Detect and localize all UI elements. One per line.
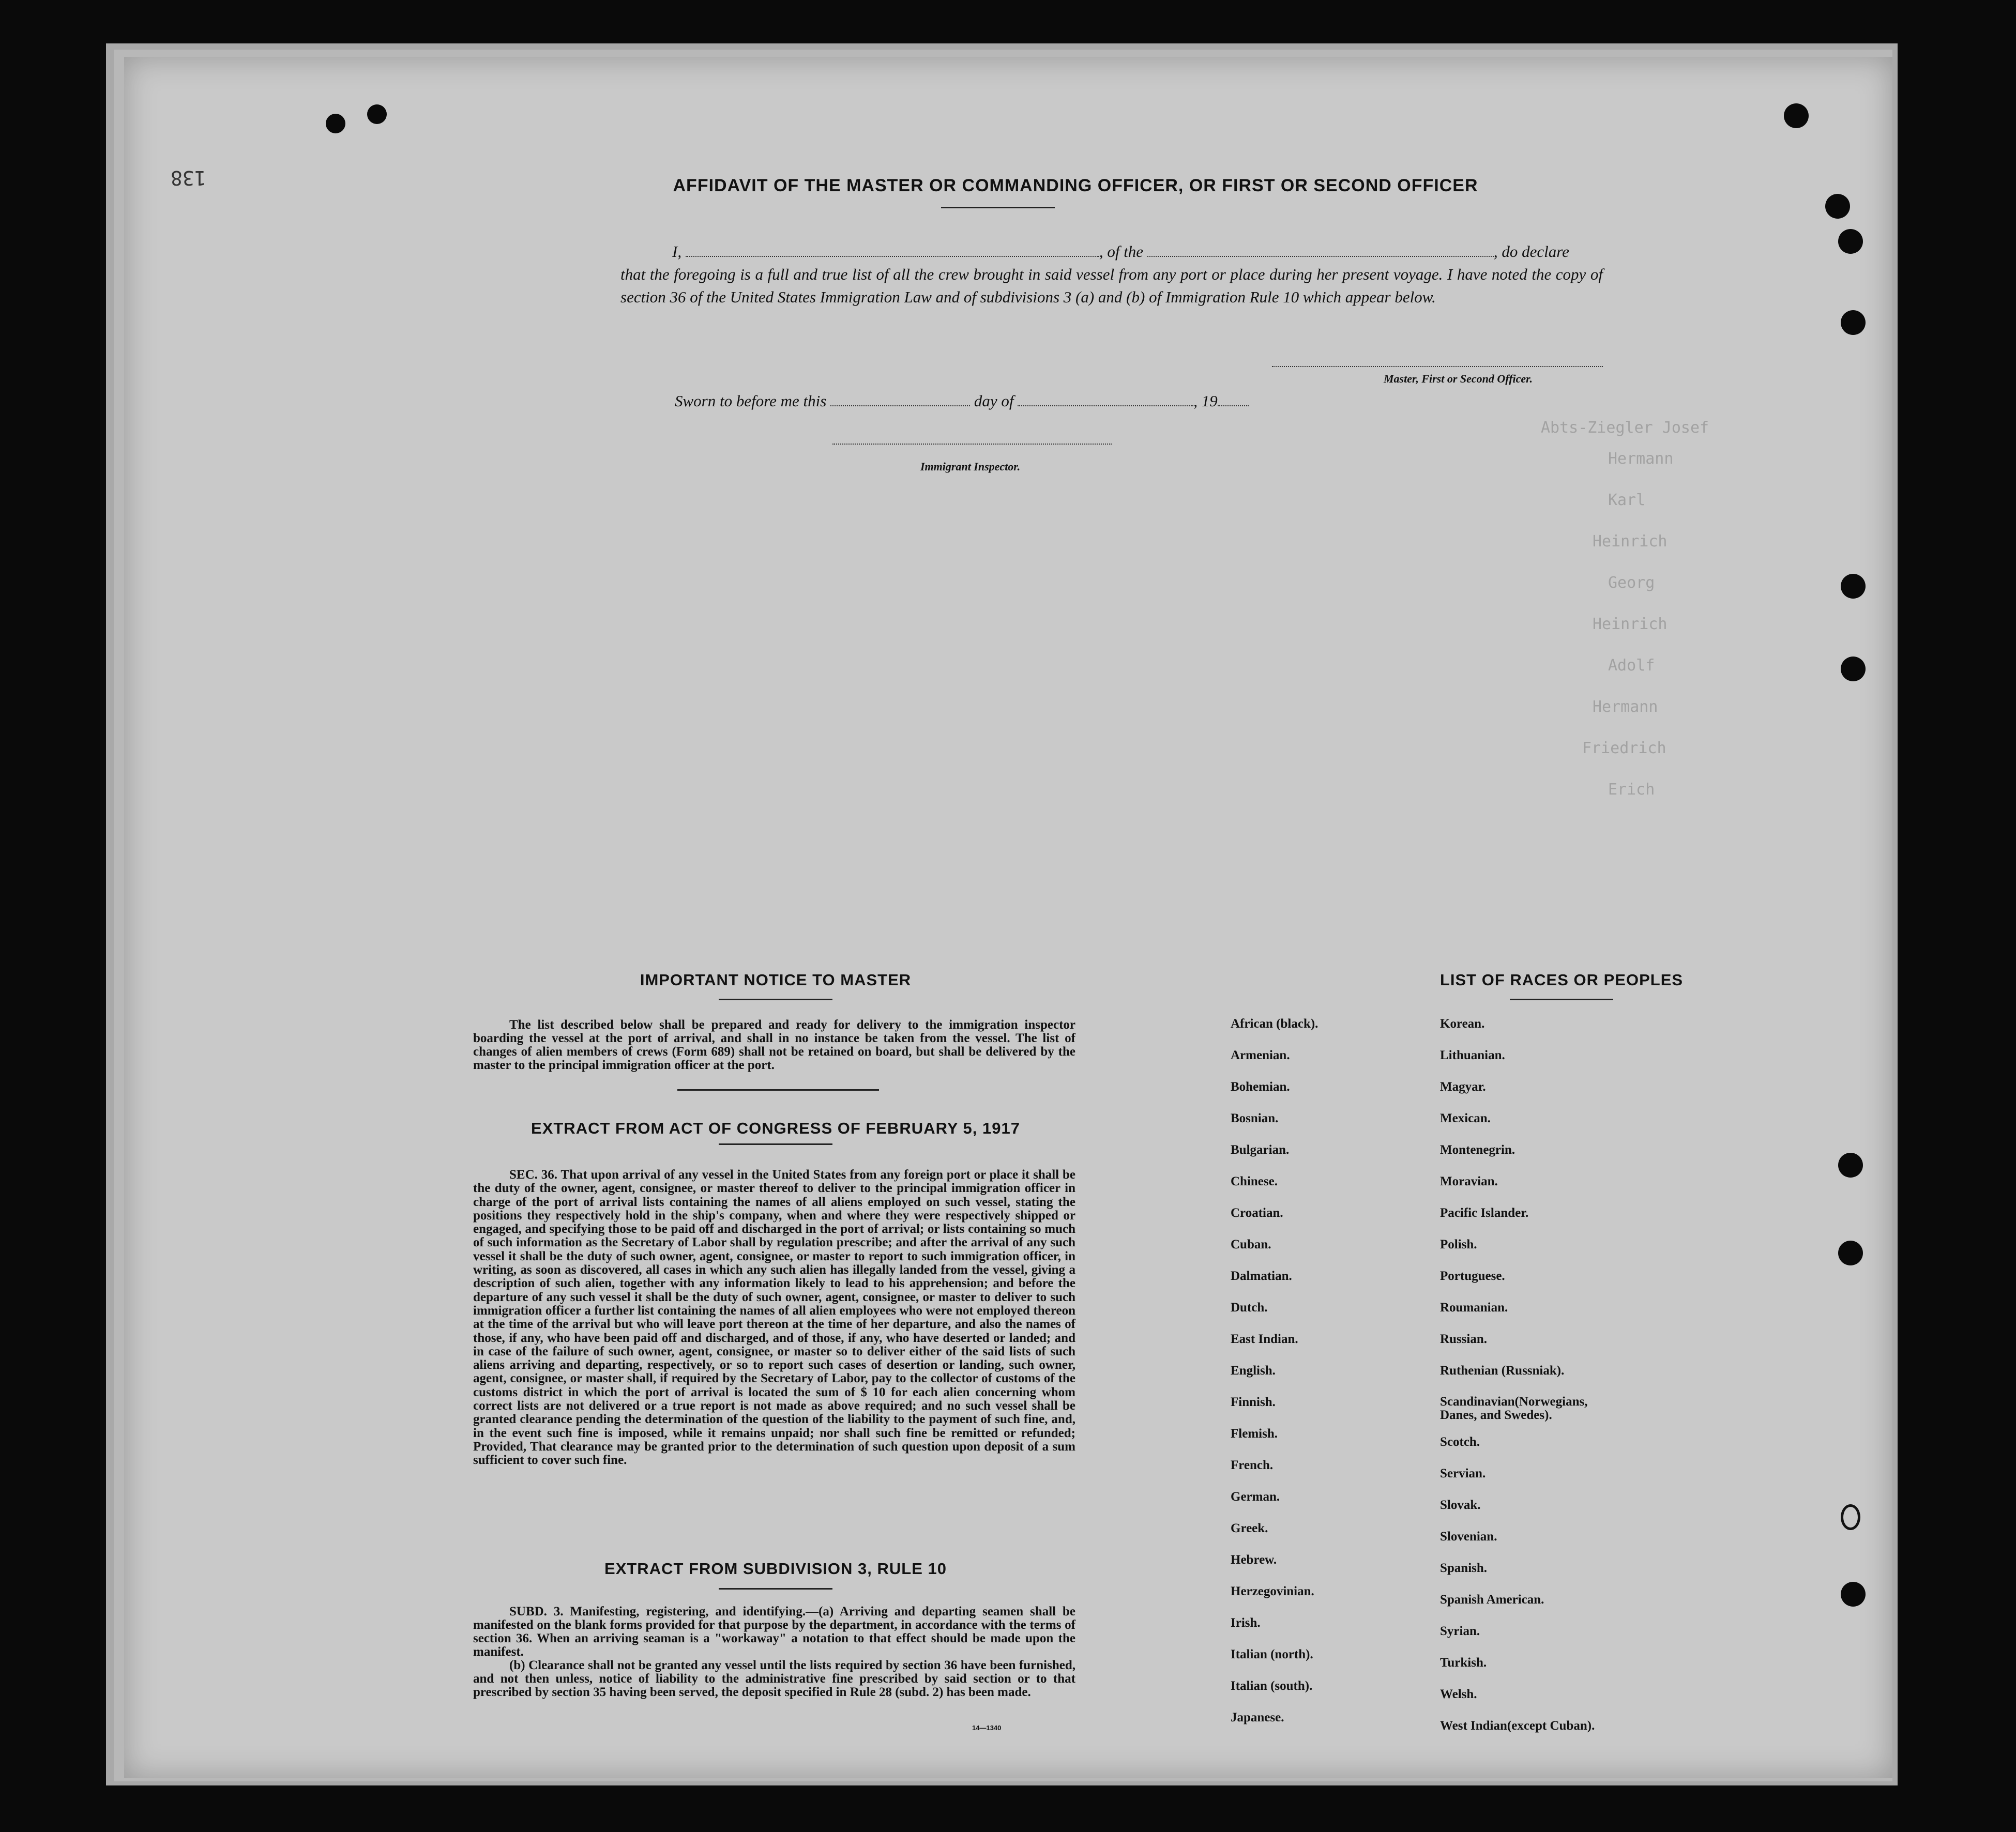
sworn-day-of: day of xyxy=(974,392,1014,410)
race-item: Bosnian. xyxy=(1231,1111,1279,1125)
races-title-underline xyxy=(1510,999,1613,1000)
declare-suffix: , do declare xyxy=(1493,242,1569,261)
inspector-signature-line[interactable] xyxy=(832,444,1112,445)
bleed-through-text: Hermann xyxy=(1608,450,1674,468)
bleed-through-text: Hermann xyxy=(1593,698,1658,716)
bleed-through-text: Karl xyxy=(1608,491,1646,509)
sworn-prefix: Sworn to before me this xyxy=(675,392,827,410)
bleed-through-text: Abts-Ziegler Josef xyxy=(1541,419,1709,437)
sworn-year-field[interactable] xyxy=(1218,405,1249,406)
sworn-day-field[interactable] xyxy=(830,405,970,406)
manifest-page xyxy=(124,57,1892,1778)
binder-hole xyxy=(1838,1241,1863,1265)
race-item: Pacific Islander. xyxy=(1440,1206,1529,1220)
binder-hole xyxy=(367,104,387,124)
race-item: Flemish. xyxy=(1231,1427,1278,1441)
section-divider xyxy=(677,1089,879,1091)
race-item: Bohemian. xyxy=(1231,1080,1290,1094)
race-item: English. xyxy=(1231,1364,1276,1378)
race-item: Polish. xyxy=(1440,1238,1477,1251)
race-item: Roumanian. xyxy=(1440,1301,1508,1315)
affidavit-title: AFFIDAVIT OF THE MASTER OR COMMANDING OFFICER, OR FIRST OR SECOND OFFICER xyxy=(673,176,1478,195)
race-item: Slovak. xyxy=(1440,1498,1481,1512)
sworn-year-prefix: , 19 xyxy=(1193,392,1218,410)
extract-rule-text xyxy=(473,1605,1075,1699)
race-item: German. xyxy=(1231,1490,1280,1504)
binder-hole xyxy=(1841,1582,1866,1607)
race-item: Korean. xyxy=(1440,1017,1485,1031)
sworn-line xyxy=(675,392,1605,410)
race-item: Magyar. xyxy=(1440,1080,1486,1094)
binder-hole xyxy=(326,114,345,133)
binder-hole xyxy=(1784,103,1809,128)
race-item: Ruthenian (Russniak). xyxy=(1440,1364,1565,1378)
margin-page-number: 138 xyxy=(171,166,206,189)
race-item: French. xyxy=(1231,1458,1274,1472)
rule-paragraph-a: SUBD. 3. Manifesting, registering, and identifying.—(a) Arriving and departing seamen shall be manifested on the blank forms provided for that purpose by the department, in accordance with the terms of section 36. When an arriving seaman is a "workaway" a notation to that effect should be made upon the manifest. xyxy=(473,1605,1075,1659)
declare-prefix: I, xyxy=(672,242,682,261)
bleed-through-text: Friedrich xyxy=(1582,739,1666,757)
notice-title-underline xyxy=(719,999,832,1000)
race-item: Herzegovinian. xyxy=(1231,1584,1314,1598)
binder-hole xyxy=(1841,1504,1860,1530)
binder-hole xyxy=(1825,194,1850,219)
sworn-month-field[interactable] xyxy=(1018,405,1193,406)
extract-act-underline xyxy=(719,1143,832,1145)
binder-hole xyxy=(1841,310,1866,335)
extract-act-text xyxy=(473,1168,1075,1468)
race-item: Welsh. xyxy=(1440,1687,1477,1701)
race-item: Lithuanian. xyxy=(1440,1048,1505,1062)
race-item: Servian. xyxy=(1440,1467,1486,1480)
race-item: African (black). xyxy=(1231,1017,1318,1031)
inspector-signature-label: Immigrant Inspector. xyxy=(920,460,1021,473)
rule-paragraph-b: (b) Clearance shall not be granted any vessel until the lists required by section 36 have been furnished, and not then unless, notice of liability to the administrative fine prescribed by said section or to that prescribed by section 35 having been served, the deposit specified in Rule 28 (subd. 2) has been made. xyxy=(473,1658,1075,1699)
vessel-field[interactable] xyxy=(1147,255,1494,257)
race-item: Portuguese. xyxy=(1440,1269,1505,1283)
race-item: Dalmatian. xyxy=(1231,1269,1292,1283)
race-item: Italian (north). xyxy=(1231,1647,1313,1661)
race-item: Armenian. xyxy=(1231,1048,1290,1062)
bleed-through-text: Erich xyxy=(1608,781,1655,799)
master-signature-label: Master, First or Second Officer. xyxy=(1383,372,1533,385)
affidavit-body xyxy=(620,240,1603,309)
race-item: Slovenian. xyxy=(1440,1530,1497,1544)
race-item: Scandinavian(Norwegians, Danes, and Swedes). xyxy=(1440,1395,1588,1422)
race-item: Irish. xyxy=(1231,1616,1261,1630)
binder-hole xyxy=(1838,229,1863,254)
race-item: Spanish. xyxy=(1440,1561,1488,1575)
notice-text xyxy=(473,1018,1075,1072)
title-underline xyxy=(941,207,1055,208)
races-title: LIST OF RACES OR PEOPLES xyxy=(1439,971,1684,989)
race-item: Italian (south). xyxy=(1231,1679,1313,1693)
bleed-through-text: Heinrich xyxy=(1593,615,1668,633)
race-item: Finnish. xyxy=(1231,1395,1276,1409)
race-item: Syrian. xyxy=(1440,1624,1480,1638)
notice-paragraph: The list described below shall be prepared and ready for delivery to the immigration inspector boarding the vessel at the port of arrival, and shall in no instance be taken from the vessel. The list of changes of alien members of crews (Form 689) shall not be retained on board, but shall be delivered by the master to the principal immigration officer at the port. xyxy=(473,1018,1075,1072)
race-item: East Indian. xyxy=(1231,1332,1298,1346)
race-item: Chinese. xyxy=(1231,1174,1278,1188)
binder-hole xyxy=(1841,574,1866,599)
race-item: Spanish American. xyxy=(1440,1593,1544,1607)
race-item: Hebrew. xyxy=(1231,1553,1277,1567)
bleed-through-text: Heinrich xyxy=(1593,532,1668,551)
race-item: West Indian(except Cuban). xyxy=(1440,1719,1595,1733)
name-field[interactable] xyxy=(686,255,1099,257)
binder-hole xyxy=(1838,1153,1863,1178)
race-item: Montenegrin. xyxy=(1440,1143,1515,1157)
race-item: Croatian. xyxy=(1231,1206,1283,1220)
binder-hole xyxy=(1841,657,1866,681)
extract-rule-underline xyxy=(719,1588,832,1590)
race-item: Turkish. xyxy=(1440,1656,1487,1670)
race-item: Cuban. xyxy=(1231,1238,1271,1251)
bleed-through-text: Adolf xyxy=(1608,657,1655,675)
extract-rule-title: EXTRACT FROM SUBDIVISION 3, RULE 10 xyxy=(604,1560,947,1578)
notice-title: IMPORTANT NOTICE TO MASTER xyxy=(640,971,912,989)
race-item: Greek. xyxy=(1231,1521,1268,1535)
section-36-paragraph: SEC. 36. That upon arrival of any vessel in the United States from any foreign port or place it shall be the duty of the owner, agent, consignee, or master thereof to deliver to the principal immigration officer in charge of the port of arrival lists containing the names of all aliens employed on such vessel, stating the positions they respectively hold in the ship's company, when and where they were respectively shipped or engaged, and specifying those to be paid off and discharged in the port of arrival; or lists containing so much of such information as the Secretary of Labor shall by regulation prescribe; and after the arrival of any such vessel it shall be the duty of such owner, agent, consignee, or master to report to such immigration officer, in writing, as soon as discovered, all cases in which any such alien has illegally landed from the vessel, giving a description of such alien, together with any information likely to lead to his apprehension; and before the departure of any such vessel it shall be the duty of such owner, agent, consignee, or master to deliver to such immigration officer a further list containing the names of all alien employees who were not employed thereon at the time of the arrival but who will leave port thereon at the time of her departure, and also the names of those, if any, who have been paid off and discharged, and of those, if any, who have deserted or landed; and in case of the failure of such owner, agent, consignee, or master so to deliver either of the said lists of such aliens arriving and departing, respectively, or so to report such cases of desertion or landing, such owner, agent, consignee, or master shall, if required by the Secretary of Labor, pay to the collector of customs of the customs district in which the port of arrival is located the sum of $ 10 for each alien concerning whom correct lists are not delivered or a true report is not made as above required; and no such vessel shall be granted clearance pending the determination of the question of the liability to the payment of such fine, and, in the event such fine is imposed, while it remains unpaid; nor shall such fine be remitted or refunded; Provided, That clearance may be granted prior to the determination of such question upon deposit of a sum sufficient to cover such fine. xyxy=(473,1168,1075,1468)
master-signature-line[interactable] xyxy=(1272,366,1603,367)
race-item: Bulgarian. xyxy=(1231,1143,1290,1157)
race-item: Moravian. xyxy=(1440,1174,1498,1188)
race-item: Mexican. xyxy=(1440,1111,1491,1125)
bleed-through-text: Georg xyxy=(1608,574,1655,592)
affidavit-statement: that the foregoing is a full and true list of all the crew brought in said vessel from any port or place during her present voyage. I have noted the copy of section 36 of the United States Immigration Law and of subdivisions 3 (a) and (b) of Immigration Rule 10 which appear below. xyxy=(620,265,1603,306)
race-item: Scotch. xyxy=(1440,1435,1480,1449)
race-item: Russian. xyxy=(1440,1332,1488,1346)
declare-mid: , of the xyxy=(1099,242,1144,261)
form-number: 14—1340 xyxy=(972,1724,1002,1732)
race-item: Japanese. xyxy=(1231,1711,1284,1724)
extract-act-title: EXTRACT FROM ACT OF CONGRESS OF FEBRUARY 5, 1917 xyxy=(531,1119,1020,1137)
race-item: Dutch. xyxy=(1231,1301,1268,1315)
